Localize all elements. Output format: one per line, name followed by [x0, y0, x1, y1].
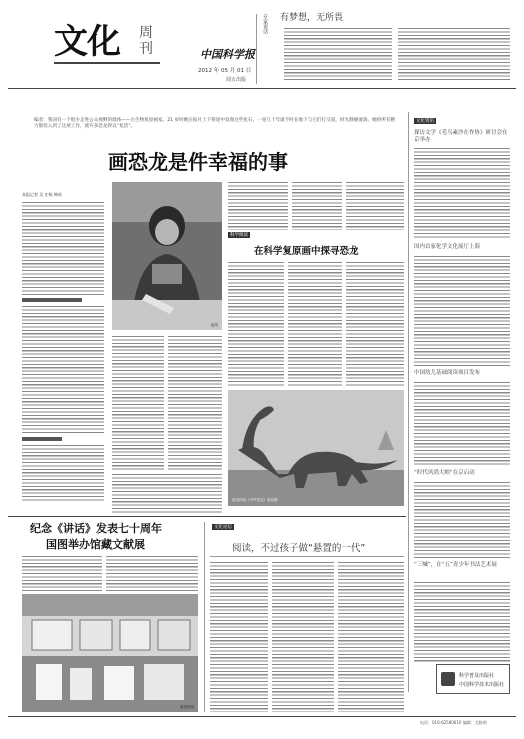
quote-title: 有梦想，无所畏 [280, 13, 344, 23]
commentary-col-1 [210, 562, 268, 712]
article-subhead-1 [22, 298, 82, 302]
article-col-1b [22, 306, 104, 434]
publisher-line-2: 中国科学技术出版社 [459, 682, 505, 688]
article-byline: 本报记者 吴 庄杨 韩琦 [22, 192, 62, 197]
exhibit-photo-caption: 展览现场 [180, 705, 194, 709]
sidebar-item-1: 探访文学《毛乌素沙在作协》研讨会在京举办 [414, 130, 508, 143]
issue-date: 2012 年 05 月 01 日 [198, 68, 252, 74]
subarticle-title: 在科学复原画中探寻恐龙 [254, 246, 359, 257]
exhibit-title-1: 纪念《讲话》发表七十周年 [30, 522, 162, 535]
masthead-separator [256, 14, 257, 84]
quote-body-right [398, 28, 510, 82]
commentary-col-2 [272, 562, 334, 712]
article-col-2a [228, 182, 288, 230]
sidebar-body-2 [414, 256, 510, 366]
article-subhead-2 [22, 437, 62, 441]
article-col-3a [292, 182, 342, 230]
sidebar-item-2: 国内首家化学文化展厅上海 [414, 244, 481, 250]
publisher-logo [441, 672, 455, 686]
sidebar-tag: 文化资讯 [416, 119, 434, 124]
masthead-bottom-rule [8, 88, 516, 89]
sidebar-item-5: “三喊”，在“五”青少年书法艺术展 [414, 562, 497, 568]
masthead-title: 文化 [54, 22, 120, 62]
footer-rule [8, 716, 516, 717]
sidebar-separator [408, 112, 409, 692]
article-col-5b [288, 262, 342, 386]
publisher-line-1: 科学普及出版社 [459, 673, 495, 679]
dinosaur-caption: 赵闯作品《中华龙鸟》复原图 [232, 498, 278, 502]
commentary-tag: 文化论坛 [214, 525, 232, 530]
dinosaur-art [228, 390, 404, 506]
weekly-label: 周 刊 [139, 25, 153, 57]
main-article-title: 画恐龙是件幸福的事 [108, 150, 288, 174]
sidebar-item-3: 中国幼儿基础阅读项目发布 [414, 370, 481, 376]
sidebar-item-4: “时代风尚大师”在京启动 [414, 470, 475, 476]
article-col-1c [22, 445, 104, 501]
dinosaur-illustration [228, 390, 404, 506]
article-col-4b [228, 262, 284, 386]
article-col-2b [112, 336, 164, 470]
article-col-6b [346, 262, 404, 386]
masthead-rule [54, 62, 160, 64]
sidebar-body-1 [414, 148, 510, 240]
newspaper-brand: 中国科学报 [200, 48, 255, 61]
lead-intro: 编者：我国有一个很少走进公众视野的群体——古生物复原画家。21 岁时她在报社上下班途中发现这些化石，一晃几十年就不时在地下与它们打交道。时光静静流淌，她将所有精力都投入到了这项工作，使许多恐龙得以“复活”。 [34, 118, 396, 130]
quote-body-left [284, 28, 392, 82]
commentary-frame [204, 522, 205, 712]
exhibit-photo-art [22, 594, 198, 712]
publisher-ad [436, 664, 510, 694]
sidebar-body-4 [414, 482, 510, 558]
section-tag-science: 科学阅读 [230, 233, 248, 238]
artist-photo-caption: 赵闯 [211, 323, 218, 327]
artist-photo-illustration [112, 182, 222, 330]
footer-text: 电话：010-62580610 编辑：尤晓萌 [420, 720, 487, 725]
sidebar-body-5 [414, 582, 510, 662]
article-col-3b [168, 336, 222, 470]
commentary-title: 阅读，不过孩子做“悬置的一代” [232, 543, 366, 554]
exhibit-title-2: 国图举办馆藏文献展 [46, 538, 145, 551]
article-col-2c [112, 474, 222, 514]
commentary-title-rule [210, 556, 404, 557]
exhibit-body-2 [106, 556, 198, 592]
masthead [0, 0, 524, 88]
expert-note-tag: 专家说话 [262, 14, 268, 34]
lower-section-rule [8, 516, 406, 517]
exhibit-photo [22, 594, 198, 712]
artist-photo [112, 182, 222, 330]
exhibit-body-1 [22, 556, 102, 592]
article-col-6 [346, 182, 404, 230]
edition-note: 周五出版 [226, 77, 247, 83]
commentary-col-3 [338, 562, 404, 712]
sidebar-body-3 [414, 382, 510, 466]
article-col-1 [22, 202, 104, 296]
